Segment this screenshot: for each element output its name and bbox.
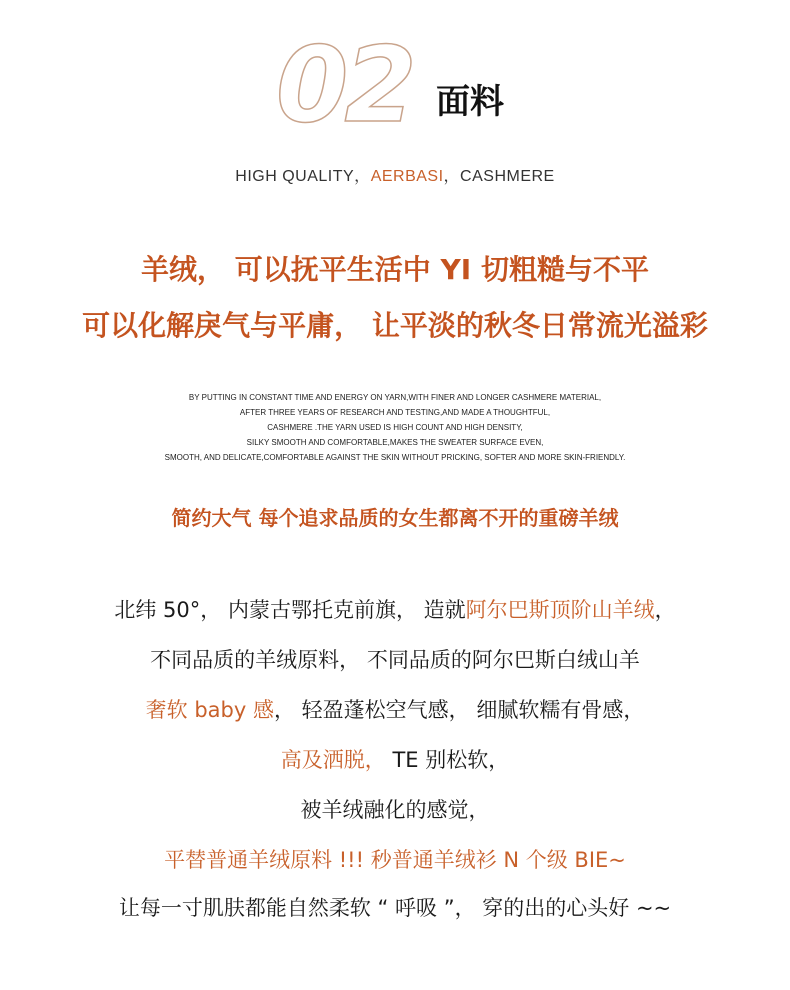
body-text: 北纬 50°， 内蒙古鄂托克前旗， 造就 bbox=[114, 598, 466, 622]
tagline-part-3: ，CASHMERE bbox=[443, 168, 555, 185]
english-line: AFTER THREE YEARS OF RESEARCH AND TESTING,AND MADE A THOUGHTFUL, bbox=[239, 408, 551, 417]
subheading: 简约大气 每个追求品质的女生都离不开的重磅羊绒 bbox=[171, 506, 619, 530]
body-line-7: 让每一寸肌肤都能自然柔软 “ 呼吸 ”， 穿的出的心头好 ~~ bbox=[118, 896, 672, 920]
tagline-brand: AERBASI bbox=[370, 168, 444, 185]
section-number: 02 bbox=[276, 24, 413, 146]
body-text: ， bbox=[654, 598, 676, 622]
body-text: TE 别松软， bbox=[385, 748, 510, 772]
body-text: ， 轻盈蓬松空气感， 细腻软糯有骨感， bbox=[273, 698, 645, 722]
body-line-1 bbox=[0, 595, 790, 625]
english-line: SILKY SMOOTH AND COMFORTABLE,MAKES THE SWEATER SURFACE EVEN, bbox=[246, 438, 544, 447]
section-header bbox=[0, 24, 790, 146]
section-title: 面料 bbox=[436, 82, 504, 122]
tagline-part-1: HIGH QUALITY， bbox=[235, 168, 371, 185]
body-line-4 bbox=[0, 745, 790, 775]
body-highlight: 高及洒脱， bbox=[280, 748, 386, 772]
english-line: CASHMERE .THE YARN USED IS HIGH COUNT AND HIGH DENSITY, bbox=[267, 423, 523, 432]
english-paragraph bbox=[0, 390, 790, 465]
body-line-3 bbox=[0, 695, 790, 725]
body-highlight: 奢软 baby 感 bbox=[145, 698, 274, 722]
body-highlight: 阿尔巴斯顶阶山羊绒 bbox=[465, 598, 655, 622]
english-line: SMOOTH, AND DELICATE,COMFORTABLE AGAINST THE SKIN WITHOUT PRICKING, SOFTER AND MORE SKIN-FRIENDLY. bbox=[164, 453, 626, 462]
body-line-5: 被羊绒融化的感觉， bbox=[300, 798, 490, 822]
headline-line-2: 可以化解戾气与平庸， 让平淡的秋冬日常流光溢彩 bbox=[82, 309, 708, 342]
english-line: BY PUTTING IN CONSTANT TIME AND ENERGY ON YARN,WITH FINER AND LONGER CASHMERE MATERIAL, bbox=[188, 393, 602, 402]
body-line-2: 不同品质的羊绒原料， 不同品质的阿尔巴斯白绒山羊 bbox=[150, 648, 640, 672]
headline-line-1: 羊绒， 可以抚平生活中 YI 切粗糙与不平 bbox=[141, 253, 649, 286]
tagline bbox=[0, 163, 790, 186]
body-line-6: 平替普通羊绒原料 !!! 秒普通羊绒衫 N 个级 BIE~ bbox=[164, 848, 626, 872]
